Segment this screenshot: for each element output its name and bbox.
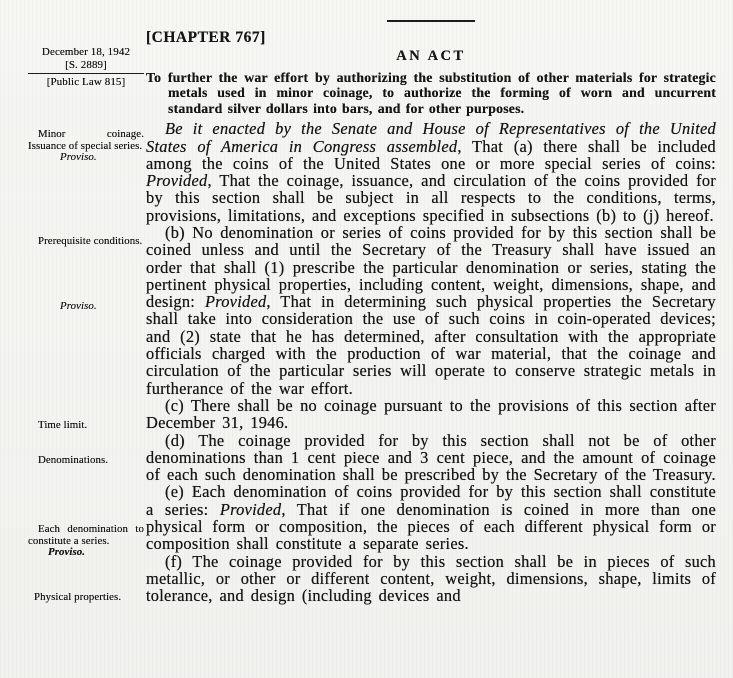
paragraph-b: (b) No denomination or series of coins provided for by this section shall be coined unless and until the Secretary of the Treasury shall have issued an order that shall (1) prescribe the particular denomination or series, stating the pertinent physical properties, including content, weight, dimensions, shape, and design: Provided, That in determining such physical properties the Secretary shall take into consideration the use of such coins in coin-operated devices; and (2) state that he has determined, after consultation with the appropriate officials charged with the production of war material, that the coinage and circulation of the particular series will operate to conserve strategic metals in furtherance of the war effort. — [146, 223, 716, 398]
margin-note-text: Each denomination to constitute a series. — [28, 523, 144, 547]
paragraph-e: (e) Each denomination of coins provided for by this section shall constitute a series: Provided, That if one denomination is coined in more than one physical form or composition, the pieces of each different physical form or composition shall constitute a separate series. — [146, 482, 717, 554]
section-divider-rule — [387, 20, 475, 22]
act-heading: AN ACT — [396, 48, 466, 64]
margin-note-text: Prerequisite conditions. — [38, 235, 143, 247]
margin-note-text: Denominations. — [38, 454, 109, 466]
chapter-heading: [CHAPTER 767] — [146, 29, 266, 46]
margin-note-proviso: Proviso. — [60, 151, 97, 164]
margin-note-denominations — [28, 455, 144, 467]
margin-note-minor-coinage — [28, 129, 144, 164]
paragraph-d: (d) The coinage provided for by this section shall not be of other denominations than 1 cent piece and 3 cent piece, and the amount of coinage of each such denomination shall be prescribed by the Secretary of the Treasury. — [146, 430, 716, 485]
margin-note-text: Physical properties. — [34, 591, 122, 603]
preamble: To further the war effort by authorizing the substitution of other materials for strategic metals used in minor coinage, to authorize the forming of worn and uncurrent standard silver dollars into bars, and for other purposes. — [146, 70, 716, 116]
main-column — [146, 14, 716, 605]
headnote-public-law: [Public Law 815] — [46, 76, 126, 88]
proviso-term: Provided — [146, 171, 208, 191]
paragraph-c: (c) There shall be no coinage pursuant to the provisions of this section after December 31, 1946. — [146, 395, 716, 433]
margin-note-proviso-2 — [28, 301, 144, 313]
margin-note-proviso: Proviso. — [60, 300, 97, 312]
paragraph-a: Be it enacted by the Senate and House of Representatives of the United States of America in Congress assembled, That (a) there shall be included among the coins of the United States one or more special series of coins: Provided, That the coinage, issuance, and circulation of the coins provided for by this section shall be subject in all respects to the conditions, terms, provisions, limitations, and exceptions specified in subsections (b) to (j) hereof. — [146, 119, 716, 225]
headnote-rule — [28, 73, 144, 74]
margin-note-text: Time limit. — [38, 419, 88, 431]
margin-note-time-limit — [28, 420, 144, 432]
proviso-term: Provided — [204, 292, 267, 312]
margin-note-each-denomination — [28, 524, 144, 559]
act-body — [146, 120, 716, 604]
margin-note-prerequisite-conditions — [28, 236, 144, 248]
margin-note-text: Minor coinage. Issuance of special series. — [28, 128, 144, 152]
paragraph-f: (f) The coinage provided for by this section shall be in pieces of such metallic, or other or different content, weight, dimensions, shape, limits of tolerance, and design (including devices and — [146, 551, 716, 606]
margin-note-proviso: Proviso. — [48, 546, 86, 559]
headnote — [28, 46, 144, 89]
proviso-term: Provided — [219, 499, 282, 519]
headnote-date: December 18, 1942 — [41, 46, 131, 58]
headnote-bill-number: [S. 2889] — [65, 58, 107, 71]
enacting-clause: Be it enacted by the Senate and House of Representatives of the United States of America in Congress assembled — [146, 119, 716, 156]
margin-note-physical-properties — [28, 592, 144, 604]
